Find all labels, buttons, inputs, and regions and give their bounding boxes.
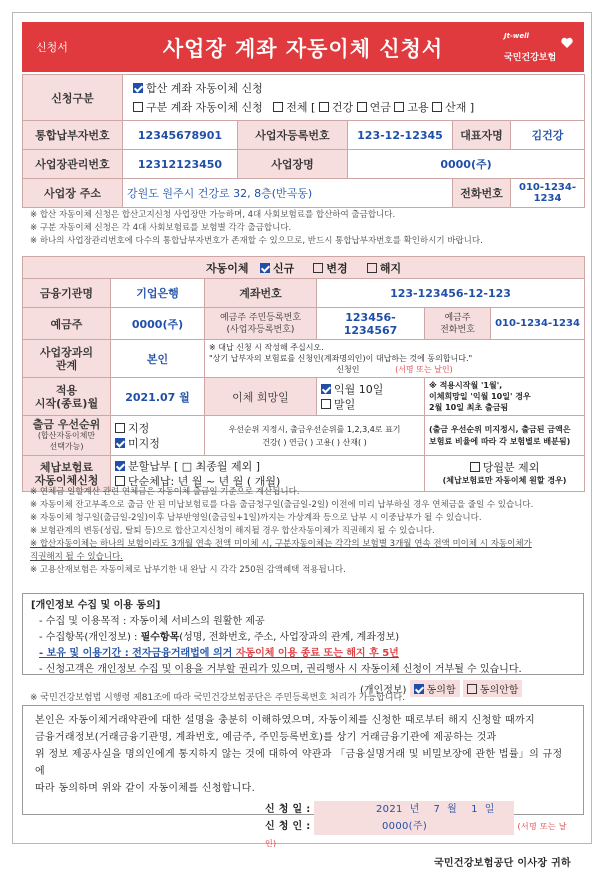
account-field[interactable]: 123-123456-12-123 [317, 279, 585, 308]
employ-checkbox[interactable] [394, 102, 404, 112]
apply-date-field[interactable]: 2021 년 7 월 1 일 [314, 801, 514, 818]
combined-no-label: 통합납부자번호 [23, 121, 123, 150]
installment-checkbox[interactable] [115, 461, 125, 471]
form-header [22, 22, 584, 72]
change-checkbox[interactable] [313, 263, 323, 273]
privacy-consent-choice: (개인정보) 동의함 동의안함 [360, 680, 522, 697]
transfer-table: 자동이체 신규 변경 해지 금융기관명 기업은행 계좌번호 123-123456-12-123 예금주 0000(주) 예금주 주민등록번호 (사업자등록번호) 123456-1234567 예금주 전화번호 010-1234-1234 사업장과의 관계 본인 ※ 대납 신청 시 작성해 주십시오. "상기 납부자의 보험료를 신청인(계좌명의인)이 대납하는 것에 동의합니다." 신청인 (서명 또는 날인) 적용 시작(종료)월 2021.07 월 이체 희망일 익월 10일 말일 ※ 적용시작월 '1월', 이체희망일 '익월 10일' 경우 2월 10일 최초 출금됨 출금 우선순위 (합산자동이체만 선택가능) 지정 미지정 우선순위 지정시, 출금우선순위를 1,2,3,4로 표기 건강( ) 연금( ) 고용( ) 산재( ) (출금 우선순위 미지정시, 출금된 금액은 보험료 비율에 따라 각 보험별로 배분됨) 체납보험료 자동이체신청 분할납부 [ □ 최종월 제외 ] 단순체납: 년 월 ~ 년 월 ( 개월) 당월분 제외 (체납보험료만 자동이체 원할 경우) [22, 256, 585, 492]
bizreg-field[interactable]: 123-12-12345 [348, 121, 453, 150]
pension-checkbox[interactable] [357, 102, 367, 112]
applicant-consent-box: 본인은 자동이체거래약관에 대한 설명을 충분히 이해하였으며, 자동이체를 신청한 때로부터 해지 신청할 때까지 금융거래정보(거래금융기관명, 계좌번호, 예금주, 주민등록번호)를 상기 거래금융기관에 제공하는 것과 위 정보 제공사실을 명의인에게 통지하지 않는 것에 대하여 약관과 「금융실명거래 및 비밀보장에 관한 법률」의 규정에 따라 동의하며 위와 같이 자동이체를 신청합니다. 신 청 일 : 2021 년 7 월 1 일 신 청 인 : 0000(주) (서명 또는 날인) 국민건강보험공단 이사장 귀하 [22, 705, 584, 815]
addr-label: 사업장 주소 [23, 179, 123, 208]
header-left-label: 신청서 [36, 41, 68, 54]
footer-addressee: 국민건강보험공단 이사장 귀하 [433, 858, 571, 869]
holder-phone-field[interactable]: 010-1234-1234 [491, 308, 585, 340]
bizname-label: 사업장명 [238, 150, 348, 179]
health-checkbox[interactable] [319, 102, 329, 112]
transfer-title-row: 자동이체 신규 변경 해지 [23, 257, 585, 279]
applicant-table: 신청구분 합산 계좌 자동이체 신청 구분 계좌 자동이체 신청 전체 [ 건강 연금 고용 산재 ] 통합납부자번호 12345678901 사업자등록번호 123-12-12345 대표자명 김건강 사업장관리번호 12312123450 사업장명 0000(주) 사업장 주소 강원도 원주시 건강로 32, 8층(반곡동) 전화번호 010-1234-1234 [22, 74, 585, 208]
privacy-consent-box: [개인정보 수집 및 이용 동의] - 수집 및 이용목적 : 자동이체 서비스의 원활한 제공 - 수집항목(개인정보) : 필수항목(성명, 전화번호, 주소, 사업장과의 관계, 계좌정보) - 보유 및 이용기간 : 전자금융거래법에 의거 자동이체 이용 종료 또는 해지 후 5년 - 신청고객은 개인정보 수집 및 이용을 거부할 권리가 있으며, 권리행사 시 자동이체 신청이 거부될 수 있습니다. [22, 593, 584, 675]
resident-no-note: ※ 국민건강보험법 시행령 제81조에 따라 국민건강보험공단은 주민등록번호 처리가 가능합니다. [30, 693, 406, 703]
dayend-checkbox[interactable] [321, 399, 331, 409]
bank-field[interactable]: 기업은행 [111, 279, 205, 308]
all-checkbox[interactable] [273, 102, 283, 112]
combined-no-field[interactable]: 12345678901 [123, 121, 238, 150]
nhis-logo: Jt-well 국민건강보험 [504, 30, 574, 64]
exclude-month-checkbox[interactable] [470, 462, 480, 472]
holder-id-field[interactable]: 123456-1234567 [317, 308, 425, 340]
single-arrears-checkbox[interactable] [115, 476, 125, 486]
relation-field[interactable]: 본인 [111, 340, 205, 378]
mgmt-no-field[interactable]: 12312123450 [123, 150, 238, 179]
rep-label: 대표자명 [453, 121, 511, 150]
addr-field[interactable]: 강원도 원주시 건강로 32, 8층(반곡동) [123, 179, 453, 208]
combined-checkbox[interactable] [133, 83, 143, 93]
notes-applicant: ※ 합산 자동이체 신청은 합산고지신청 사업장만 가능하며, 4대 사회보험료를 합산하여 출금합니다. ※ 구분 자동이체 신청은 각 4대 사회보험료를 보험별 각각 출금합니다. ※ 하나의 사업장관리번호에 다수의 통합납부자번호가 존재할 수 있으므로, 반드시 통합납부자번호를 확인하시기 바랍니다. [30, 210, 483, 246]
account-label: 계좌번호 [205, 279, 317, 308]
holder-label: 예금주 [23, 308, 111, 340]
cancel-checkbox[interactable] [367, 263, 377, 273]
phone-field[interactable]: 010-1234-1234 [511, 179, 585, 208]
bizname-field[interactable]: 0000(주) [348, 150, 585, 179]
rep-field[interactable]: 김건강 [511, 121, 585, 150]
applicant-name-field[interactable]: 0000(주) [314, 818, 514, 835]
holder-field[interactable]: 0000(주) [111, 308, 205, 340]
notes-transfer: ※ 연체금 일할계산 관련 연체금은 자동이체 출금일 기준으로 계산됩니다. ※ 자동이체 잔고부족으로 출금 안 된 미납보험료를 다음 출금청구일(출금일-2일) 이전에 미리 납부하실 경우 연체금을 줄일 수 있습니다. ※ 자동이체 청구일(출금일-2일)이후 납부반영일(출금일+1일)까지는 가상계좌 등으로 납부 시 이중납부가 될 수 있습니다. ※ 보험관계의 변동(성립, 탈퇴 등)으로 합산고지신청이 해지될 경우 합산자동이체가 직권해지 될 수 있습니다. ※ 합산자동이체는 하나의 보험이라도 3개월 연속 전액 미이체 시, 구분자동이체는 각각의 보험별 3개월 연속 전액 미이체 시 자동이체가 직권해지 될 수 있습니다. ※ 고용산재보험은 자동이체로 납부기한 내 완납 시 각각 250원 감액혜택 적용됩니다. [30, 487, 534, 575]
bizreg-label: 사업자등록번호 [238, 121, 348, 150]
priority-set-checkbox[interactable] [115, 423, 125, 433]
separate-checkbox[interactable] [133, 102, 143, 112]
bank-label: 금융기관명 [23, 279, 111, 308]
day10-checkbox[interactable] [321, 384, 331, 394]
apply-month-field[interactable]: 2021.07 월 [111, 378, 205, 416]
new-checkbox[interactable] [260, 263, 270, 273]
form-title: 사업장 계좌 자동이체 신청서 [162, 37, 444, 61]
heart-icon [560, 36, 574, 50]
mgmt-no-label: 사업장관리번호 [23, 150, 123, 179]
apply-type-label: 신청구분 [23, 75, 123, 121]
phone-label: 전화번호 [453, 179, 511, 208]
priority-unset-checkbox[interactable] [115, 438, 125, 448]
industrial-checkbox[interactable] [432, 102, 442, 112]
day-label: 이체 희망일 [205, 378, 317, 416]
